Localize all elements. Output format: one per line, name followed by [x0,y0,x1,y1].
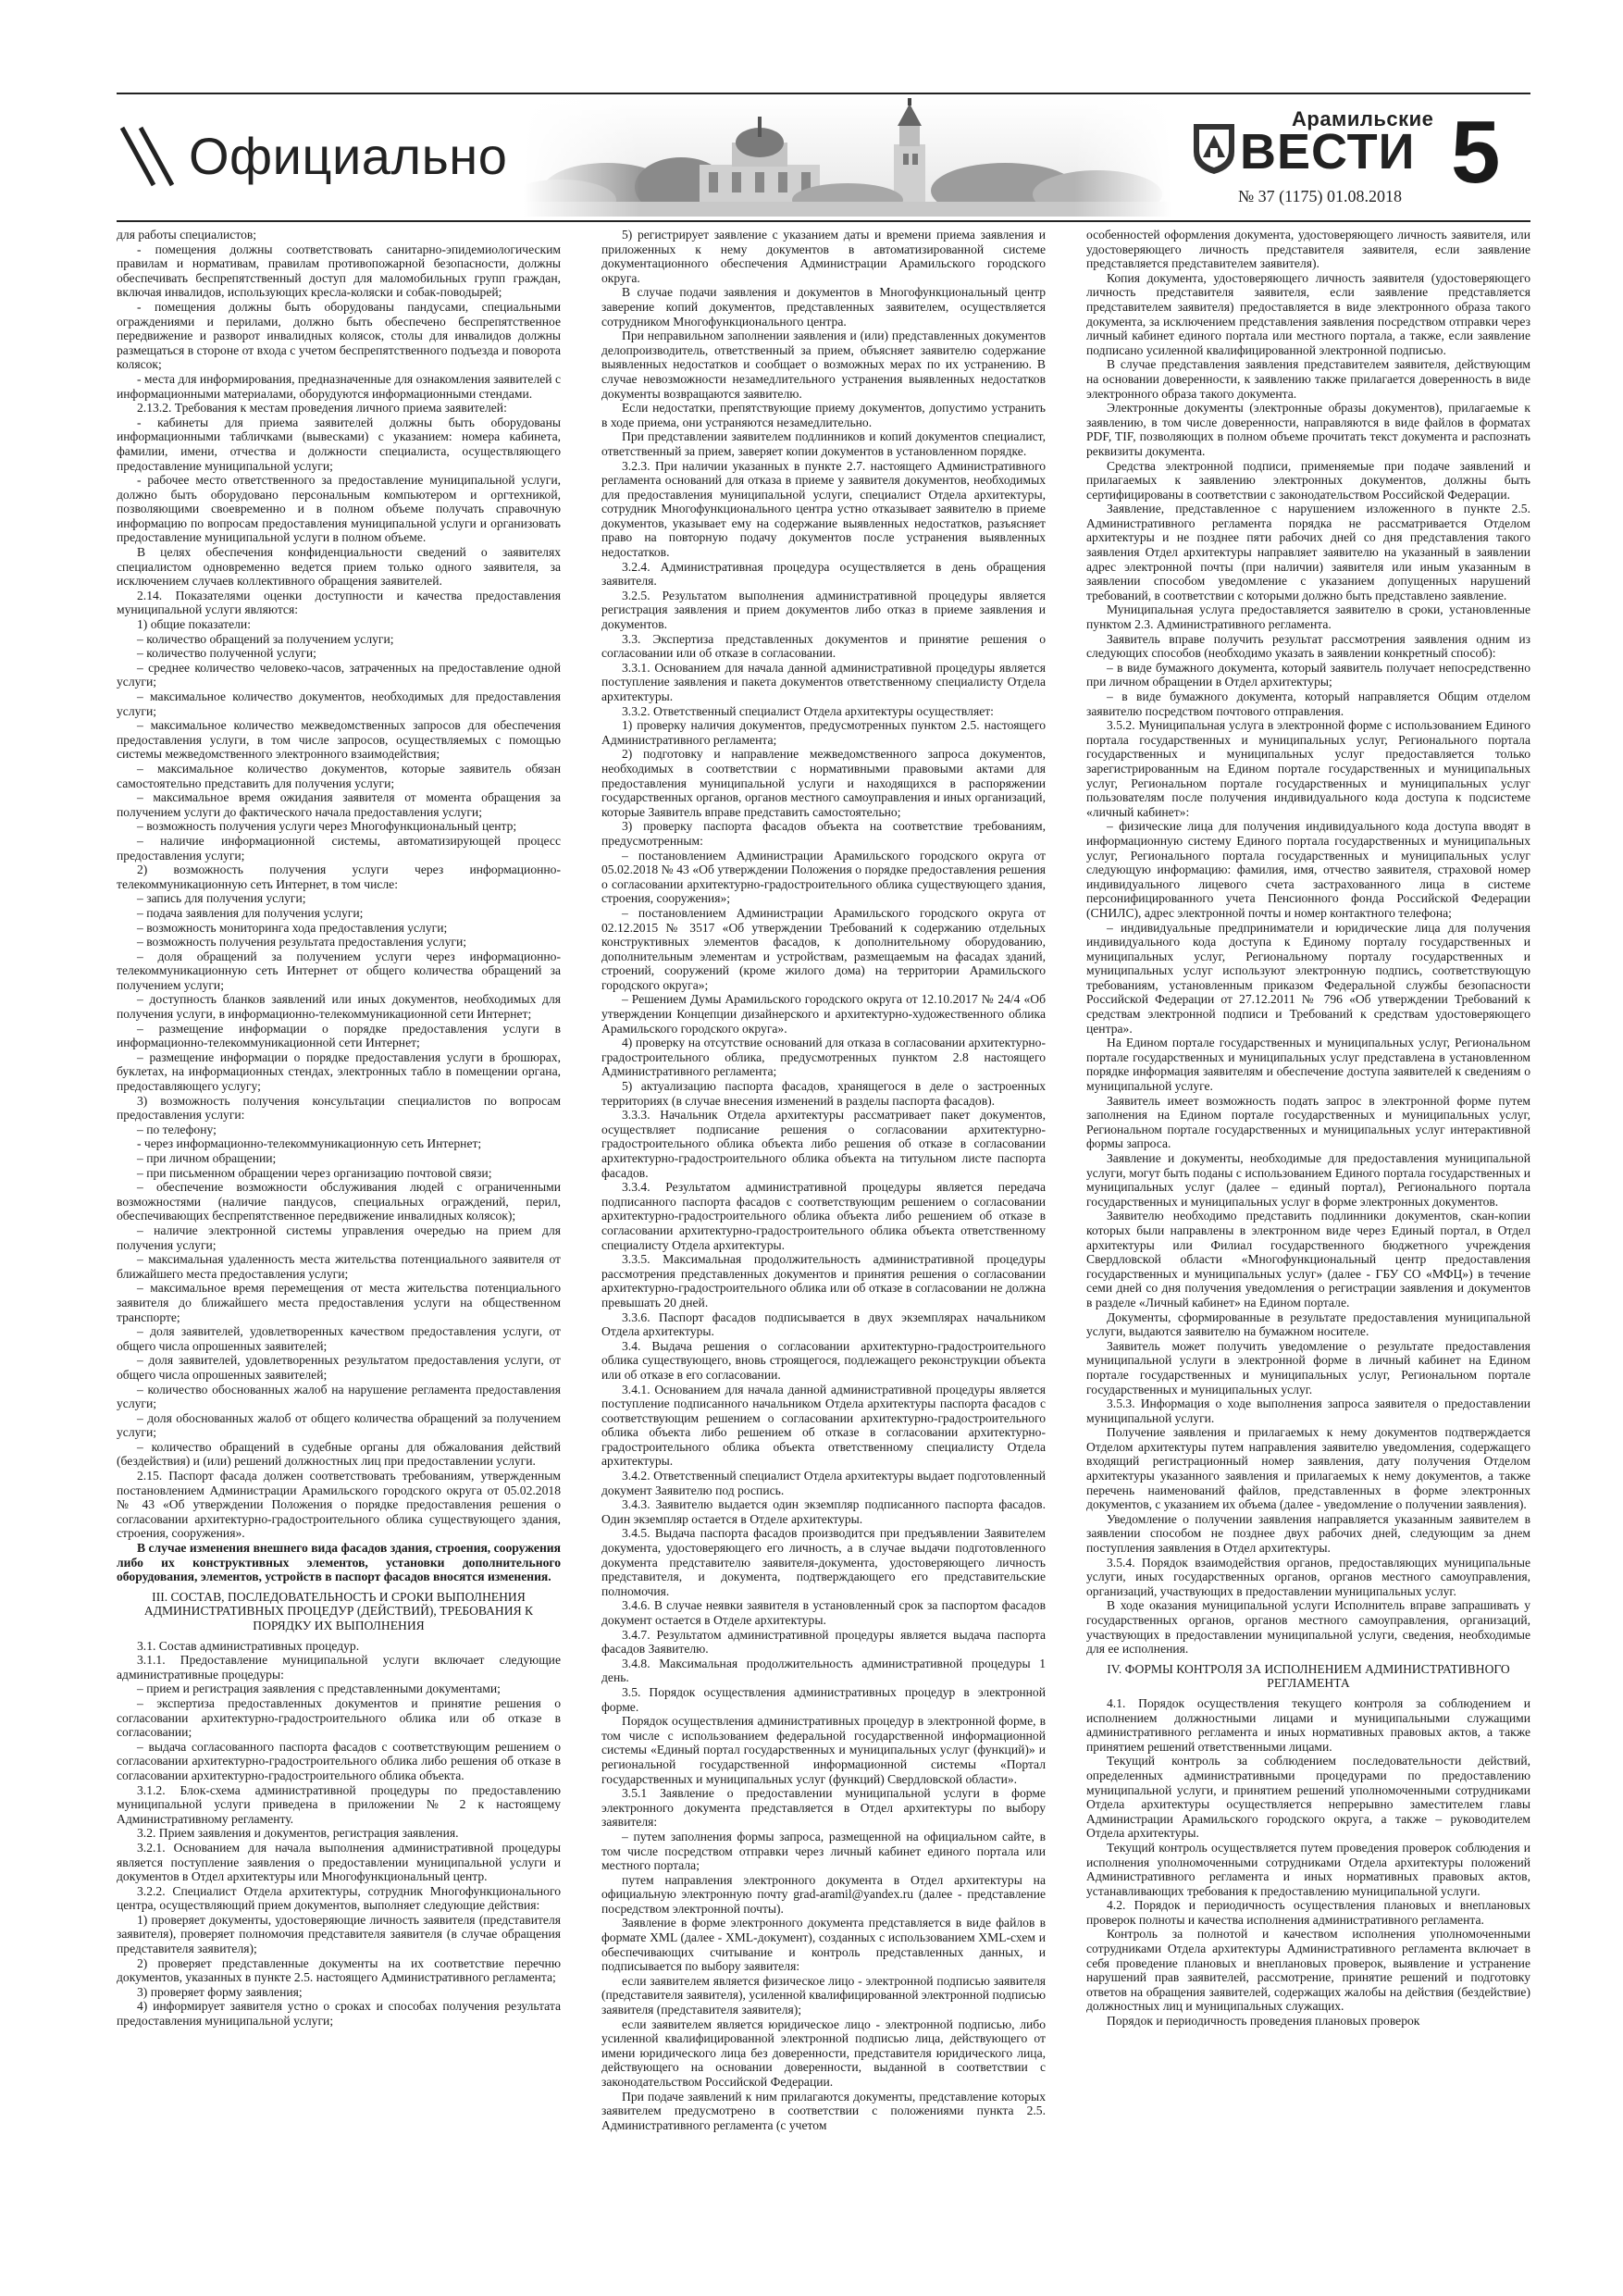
paragraph: 3.3.6. Паспорт фасадов подписывается в двух экземплярах начальником Отдела архитектуры. [601,1309,1046,1339]
paragraph: – доля заявителей, удовлетворенных качеством предоставления услуги, от общего числа опрошенных заявителей; [117,1324,561,1353]
paragraph: – максимальное количество межведомственных запросов для обеспечения предоставления услуги, в том числе запросов, осуществляемых с помощью системы межведомственного электронного взаимодействия; [117,718,561,762]
paragraph: 3.2.2. Специалист Отдела архитектуры, сотрудник Многофункционального центра, осуществляющий прием документов, выполняет следующие действия: [117,1883,561,1913]
paragraph: – наличие информационной системы, автоматизирующей процесс предоставления услуги; [117,833,561,863]
article-columns [117,228,1530,2273]
paragraph: – доступность бланков заявлений или иных документов, необходимых для получения услуги, в информационно-телекоммуникационной сети Интернет; [117,992,561,1022]
paragraph: 3.4.1. Основанием для начала данной административной процедуры является поступление подписанного начальником Отдела архитектуры паспорта фасадов с соответствующим решением о согласовании архитектурно-градостроительного облика объекта либо решением об отказе в согласовании архитектурно-градостроительного облика объекта ответственному специалисту Отдела архитектуры. [601,1382,1046,1469]
paragraph: – количество обращений за получением услуги; [137,631,394,646]
paragraph: 3.4.6. В случае неявки заявителя в установленный срок за паспортом фасадов документ остается в Отделе архитектуры. [601,1598,1046,1627]
paragraph: 3.4.7. Результатом административной процедуры является выдача паспорта фасадов Заявителю. [601,1627,1046,1657]
paragraph: 3.3.4. Результатом административной процедуры является передача подписанного паспорта фасадов с соответствующим решением о согласовании архитектурно-градостроительного облика объекта либо решением об отказе в согласовании архитектурно-градостроительного облика объекта ответственному специалисту Отдела архитектуры. [601,1180,1046,1252]
paragraph: На Едином портале государственных и муниципальных услуг, Региональном портале государственных и муниципальных услуг представлена в установленном порядке информация заявителям и обеспечение доступа заявителей к сведениям о муниципальной услуге. [1086,1036,1530,1094]
town-crest-icon [1192,120,1236,176]
paragraph: 3.2.5. Результатом выполнения административной процедуры является регистрация заявления и прием документов либо отказ в приеме заявления и документов. [601,588,1046,632]
paragraph: – доля обоснованных жалоб от общего количества обращений за получением услуги; [117,1410,561,1440]
paragraph: 3.3.5. Максимальная продолжительность административной процедуры рассмотрения представленных документов и принятия решения о согласовании архитектурно-градостроительного облика или об отказе в согласовании не должна превышать 20 дней. [601,1252,1046,1309]
paragraph: Муниципальная услуга предоставляется заявителю в сроки, установленные пунктом 2.3. Административного регламента. [1086,602,1530,632]
section-title: Официально [189,127,508,185]
paragraph: – выдача согласованного паспорта фасадов с соответствующим решением о согласовании архитектурно-градостроительного облика либо решения об отказе в согласовании архитектурно-градостроительного облика объекта. [117,1739,561,1782]
paragraph: – по телефону; [137,1122,217,1136]
paragraph: 3.3.1. Основанием для начала данной административной процедуры является поступление заявления и пакета документов ответственному специалисту Отдела архитектуры. [601,660,1046,703]
newspaper-brand [1183,105,1432,217]
paragraph: 3.3.3. Начальник Отдела архитектуры рассматривает пакет документов, осуществляет подписание решения о согласовании архитектурно-градостроительного облика объекта либо решения об отказе в согласовании архитектурно-градостроительного облика объекта на титульном листе паспорта фасадов. [601,1108,1046,1180]
paragraph: При неправильном заполнении заявления и (или) представленных документов делопроизводитель, ответственный за прием, объясняет заявителю содержание выявленных недостатков и сообщает о возможных мерах по их устранению. В случае невозможности незамедлительного устранения выявленных недостатков документы возвращаются заявителю. [601,329,1046,401]
paragraph: – количество полученной услуги; [137,646,316,661]
text-column-3 [1086,228,1530,2264]
paragraph: 4) проверку на отсутствие оснований для отказа в согласовании архитектурно-градостроительного облика, предусмотренных пунктом 2.8 настоящего Административного регламента; [601,1036,1046,1079]
text-column-1 [117,228,561,2264]
paragraph: – обеспечение возможности обслуживания людей с ограниченными возможностями (наличие пандусов, специальных ограждений, перил, обеспечивающих беспрепятственное передвижение инвалидных колясок); [117,1180,561,1223]
paragraph: 2) возможность получения услуги через информационно-телекоммуникационную сеть Интернет, в том числе: [117,863,561,891]
paragraph: В случае представления заявления представителем заявителя, действующим на основании доверенности, к заявлению также прилагается доверенность в виде электронного образа такого документа. [1086,357,1530,401]
paragraph: – возможность получения услуги через Многофункциональный центр; [137,819,517,834]
paragraph: Копия документа, удостоверяющего личность заявителя (удостоверяющего личность представителя заявителя, если заявление представляется представителем заявителя) предоставляется в виде электронного образа такого документа, за исключением представления заявления посредством отправки через личный кабинет единого портала или местного портала, а также, если заявление подписано усиленной квалифицированной электронной подписью. [1086,270,1530,357]
paragraph: 2.13.2. Требования к местам проведения личного приема заявителей: [137,401,507,416]
paragraph: Порядок и периодичность проведения плановых проверок [1107,2014,1420,2029]
paragraph: 3) возможность получения консультации специалистов по вопросам предоставления услуги: [117,1093,561,1123]
paragraph: – доля заявителей, удовлетворенных результатом предоставления услуги, от общего числа опрошенных заявителей; [117,1353,561,1382]
paragraph: 1) общие показатели: [137,617,251,632]
paragraph: Заявитель имеет возможность подать запрос в электронной форме путем заполнения на Едином портале государственных и муниципальных услуг, Региональном портале государственных и муниципальных услуг интерактивной формы запроса. [1086,1093,1530,1151]
paragraph: – в виде бумажного документа, который заявитель получает непосредственно при личном обращении в Отдел архитектуры; [1086,660,1530,689]
issue-number-date: № 37 (1175) 01.08.2018 [1238,187,1402,205]
paragraph: 3.2.4. Административная процедура осуществляется в день обращения заявителя. [601,559,1046,589]
paragraph: особенностей оформления документа, удостоверяющего личность заявителя, или удостоверяющего личность представителя заявителя, если заявление представляется представителем заявителя). [1086,228,1530,271]
paragraph: – постановлением Администрации Арамильского городского округа от 05.02.2018 № 43 «Об утверждении Положения о порядке предоставления решения о согласовании архитектурно-градостроительного облика существующего здания, строения, сооружения»; [601,848,1046,906]
paragraph: Заявителю необходимо представить подлинники документов, скан-копии которых были направлены в электронном виде через Единый портал, в Отдел архитектуры или Филиал государственного бюджетного учреждения Свердловской области «Многофункциональный центр предоставления государственных и муниципальных услуг» (далее - ГБУ СО «МФЦ») в течение семи дней со дня получения уведомления о регистрации заявления и документов в разделе «Личный кабинет» на Едином портале. [1086,1209,1530,1309]
paragraph: 3.2.3. При наличии указанных в пункте 2.7. настоящего Административного регламента оснований для отказа в приеме у заявителя документов, необходимых для предоставления муниципальной услуги, специалист Отдела архитектуры, сотрудник Многофункционального центра устно отказывает заявителю в приеме документов, указывает ему на содержание выявленных недостатков, разъясняет право на повторную подачу документов после устранения выявленных недостатков. [601,458,1046,560]
paragraph: В целях обеспечения конфиденциальности сведений о заявителях специалистом одновременно ведется прием только одного заявителя, за исключением случаев коллективного обращения заявителей. [117,545,561,589]
paragraph: - через информационно-телекоммуникационную сеть Интернет; [137,1136,482,1151]
paragraph: При подаче заявлений к ним прилагаются документы, представление которых заявителем предусмотрено в соответствии с положениями пункта 2.5. Административного регламента (с учетом [601,2089,1046,2132]
paragraph: 4.1. Порядок осуществления текущего контроля за соблюдением и исполнением должностными лицами и муниципальными служащими административного регламента и иных нормативных правовых актов, а также принятием решений ответственными лицами. [1086,1695,1530,1754]
paragraph: – в виде бумажного документа, который направляется Общим отделом заявителю посредством почтового отправления. [1086,689,1530,718]
paragraph: 3.1.1. Предоставление муниципальной услуги включает следующие административные процедуры: [117,1653,561,1682]
paragraph: 2) проверяет представленные документы на их соответствие перечню документов, указанных в пункте 2.5. настоящего Административного регламента; [117,1955,561,1985]
paragraph: – индивидуальные предприниматели и юридические лица для получения индивидуального кода доступа к Единому порталу государственных и муниципальных услуг, Региональному порталу государственных и муниципальных услуг используют электронную подпись, соответствующую требованиям, установленным приказом Федеральной службы безопасности Российской Федерации от 27.12.2011 № 796 «Об утверждении Требований к средствам электронной подписи и Требований к средствам удостоверяющего центра». [1086,920,1530,1036]
paragraph: - рабочее место ответственного за предоставление муниципальной услуги, должно быть оборудовано персональным компьютером и оргтехникой, позволяющими своевременно и в полном объеме получать справочную информацию по вопросам предоставления муниципальной услуги и организовать предоставление муниципальной услуги в полном объеме. [117,473,561,545]
header-top-rule [117,93,1530,94]
paragraph: 3.3.2. Ответственный специалист Отдела архитектуры осуществляет: [622,703,994,718]
paragraph: – возможность получения результата предоставления услуги; [137,935,466,949]
paragraph: – максимальное время перемещения от места жительства потенциального заявителя до ближайшего места предоставления услуги на общественном транспорте; [117,1281,561,1324]
paragraph: 2.14. Показателями оценки доступности и качества предоставления муниципальной услуги являются: [117,588,561,617]
paragraph: – наличие электронной системы управления очередью на прием для получения услуги; [117,1222,561,1252]
paragraph: – физические лица для получения индивидуального кода доступа вводят в информационную систему Единого портала государственных и муниципальных услуг, Регионального портала государственных и муниципальных услуг следующую информацию: фамилия, имя, отчество заявителя, страховой номер индивидуального лицевого счета застрахованного лица в системе персонифицированного учета Пенсионного фонда Российской Федерации (СНИЛС), адрес электронной почты и номер контактного телефона; [1086,819,1530,920]
paragraph: 3.5. Порядок осуществления административных процедур в электронной форме. [601,1684,1046,1714]
paragraph: Заявитель вправе получить результат рассмотрения заявления одним из следующих способов (необходимо указать в заявлении конкретный способ): [1086,631,1530,661]
paragraph: – при личном обращении; [137,1151,277,1165]
paragraph: – подача заявления для получения услуги; [137,905,364,920]
paragraph: 5) актуализацию паспорта фасадов, хранящегося в деле о застроенных территориях (в случае внесения изменений в разделы паспорта фасадов). [601,1079,1046,1108]
paragraph: 3.1.2. Блок-схема административной процедуры по предоставлению муниципальной услуги приведена в приложении № 2 к настоящему Административному регламенту. [117,1782,561,1826]
paragraph: если заявителем является юридическое лицо - электронной подписью, либо усиленной квалифицированной электронной подписью лица, действующего от имени юридического лица без доверенности, представителя юридического лица, действующего на основании доверенности, выданной в соответствии с законодательством Российской Федерации. [601,2017,1046,2089]
section-heading: IV. ФОРМЫ КОНТРОЛЯ ЗА ИСПОЛНЕНИЕМ АДМИНИСТРАТИВНОГО РЕГЛАМЕНТА [1107,1661,1510,1691]
paragraph: 3.5.2. Муниципальная услуга в электронной форме с использованием Единого портала государственных и муниципальных услуг, Регионального портала государственных и муниципальных услуг предоставляется только зарегистрированным на Едином портале государственных и муниципальных услуг, Региональном портале государственных и муниципальных услуг пользователям после получения индивидуального кода доступа к подсистеме «личный кабинет»: [1086,718,1530,819]
brand-top-text: Арамильские [1292,107,1434,130]
paragraph: 1) проверку наличия документов, предусмотренных пунктом 2.5. настоящего Административного регламента; [601,718,1046,747]
paragraph: В случае изменения внешнего вида фасадов здания, строения, сооружения либо их конструктивных элементов, установки дополнительного оборудования, элементов, устройств в паспорт фасадов вносятся изменения. [117,1541,561,1584]
page-header [117,93,1530,222]
paragraph: - помещения должны быть оборудованы пандусами, специальными ограждениями и перилами, должно быть обеспечено беспрепятственное передвижение и разворот инвалидных колясок, столы для инвалидов должны размещаться в стороне от входа с учетом беспрепятственного подъезда и поворота колясок; [117,299,561,372]
paragraph: Средства электронной подписи, применяемые при подаче заявлений и прилагаемых к заявлению электронных документов, должны быть сертифицированы в соответствии с законодательством Российской Федерации. [1086,458,1530,502]
section-heading: III. СОСТАВ, ПОСЛЕДОВАТЕЛЬНОСТЬ И СРОКИ ВЫПОЛНЕНИЯ АДМИНИСТРАТИВНЫХ ПРОЦЕДУР (ДЕЙСТВИЙ), ТРЕБОВАНИЯ К ПОРЯДКУ ИХ ВЫПОЛНЕНИЯ [143,1589,534,1632]
paragraph: - кабинеты для приема заявителей должны быть оборудованы информационными табличками (вывесками) с указанием: номера кабинета, фамилии, имени, отчества и должности специалиста, осуществляющего предоставление муниципальной услуги; [117,415,561,473]
paragraph: 3.4.2. Ответственный специалист Отдела архитектуры выдает подготовленный документ Заявителю под роспись. [601,1469,1046,1497]
paragraph: 3.2.1. Основанием для начала выполнения административной процедуры является поступление заявления о предоставлении муниципальной услуги и документов в Отдел архитектуры или Многофункциональный центр. [117,1840,561,1884]
paragraph: При представлении заявителем подлинников и копий документов специалист, ответственный за прием, заверяет копии документов в установленном порядке. [601,429,1046,458]
paragraph: 3.2. Прием заявления и документов, регистрация заявления. [137,1826,459,1841]
paragraph: – экспертиза предоставленных документов и принятие решения о согласовании архитектурно-градостроительного облика или об отказе в согласовании; [117,1695,561,1740]
paragraph: Уведомление о получении заявления направляется указанным заявителем в заявлении способом не позднее двух рабочих дней, следующим за днем поступления заявления в Отдел архитектуры. [1086,1511,1530,1556]
paragraph: – максимальное количество документов, необходимых для предоставления услуги; [117,689,561,718]
paragraph: если заявителем является физическое лицо - электронной подписью заявителя (представителя заявителя), усиленной квалифицированной электронной подписью заявителя (представителя заявителя); [601,1973,1046,2017]
paragraph: путем направления электронного документа в Отдел архитектуры на официальную электронную почту grad-aramil@yandex.ru (далее - представление посредством электронной почты). [601,1872,1046,1916]
paragraph: – размещение информации о порядке предоставления услуги в брошюрах, буклетах, на информационных стендах, электронных табло в помещении органа, предоставляющего услугу; [117,1049,561,1094]
paragraph: 3.4.3. Заявителю выдается один экземпляр подписанного паспорта фасадов. Один экземпляр остается в Отделе архитектуры. [601,1497,1046,1526]
paragraph: 3.4.5. Выдача паспорта фасадов производится при предъявлении Заявителем документа, удостоверяющего его личность, а в случае выдачи подготовленного документа представителю заявителя-документа, удостоверяющего личность представителя, и документа, подтверждающего его представительские полномочия. [601,1526,1046,1598]
text-column-2 [601,228,1046,2264]
paragraph: Получение заявления и прилагаемых к нему документов подтверждается Отделом архитектуры путем направления заявителю уведомления, содержащего входящий регистрационный номер заявления, дату получения Отделом архитектуры указанного заявления и прилагаемых к нему документов, а также перечень наименований файлов, представленных в форме электронных документов, с указанием их объема (далее - уведомление о получении заявления). [1086,1425,1530,1512]
paragraph: для работы специалистов; [117,228,257,242]
paragraph: Порядок осуществления административных процедур в электронной форме, в том числе с использованием федеральной государственной информационной системы «Единый портал государственных и муниципальных услуг (функций)» и региональной государственной информационной системы «Портал государственных и муниципальных услуг (функций) Свердловской области». [601,1714,1046,1786]
paragraph: 4) информирует заявителя устно о сроках и способах получения результата предоставления муниципальной услуги; [117,1999,561,2029]
paragraph: – возможность мониторинга хода предоставления услуги; [137,920,448,935]
paragraph: 4.2. Порядок и периодичность осуществления плановых и внеплановых проверок полноты и качества исполнения административного регламента. [1086,1898,1530,1927]
paragraph: – прием и регистрация заявления с представленными документами; [137,1682,501,1696]
paragraph: – при письменном обращении через организацию почтовой связи; [137,1165,492,1180]
paragraph: – максимальная удаленность места жительства потенциального заявителя от ближайшего места предоставления услуги; [117,1252,561,1281]
paragraph: Заявитель может получить уведомление о результате предоставления муниципальной услуги в электронной форме в личный кабинет на Едином портале государственных и муниципальных услуг, Региональном портале государственных и муниципальных услуг. [1086,1338,1530,1396]
paragraph: 3.5.4. Порядок взаимодействия органов, предоставляющих муниципальные услуги, иных государственных органов, органов местного самоуправления, организаций, участвующих в предоставлении муниципальных услуг. [1086,1555,1530,1598]
paragraph: – запись для получения услуги; [137,891,306,906]
paragraph: - места для информирования, предназначенные для ознакомления заявителей с информационными материалами, оборудуются информационными стендами. [117,371,561,401]
paragraph: 1) проверяет документы, удостоверяющие личность заявителя (представителя заявителя), проверяет полномочия представителя заявителя (в случае обращения представителя заявителя); [117,1912,561,1956]
paragraph: 3) проверку паспорта фасадов объекта на соответствие требованиям, предусмотренным: [601,819,1046,848]
paragraph: 3.5.1 Заявление о предоставлении муниципальной услуги в форме электронного документа представляется в Отдел архитектуры по выбору заявителя: [601,1786,1046,1830]
paragraph: Документы, сформированные в результате предоставления муниципальной услуги, выдаются заявителю на бумажном носителе. [1086,1309,1530,1339]
paragraph: Текущий контроль за соблюдением последовательности действий, определенных административными процедурами по предоставлению муниципальной услуги, и принятием решений уполномоченными сотрудниками Отдела архитектуры осуществляется непрерывно заместителем главы Администрации Арамильского городского округа, а также – руководителем Отдела архитектуры. [1086,1754,1530,1841]
paragraph: Заявление, представленное с нарушением изложенного в пункте 2.5. Административного регламента порядка не рассматривается Отделом архитектуры и не позднее пяти рабочих дней со дня представления такого заявления Отдел архитектуры направляет заявителю на указанный в заявлении адрес электронной почты (при наличии) заявителя или иным указанным в заявлении способом уведомление с указанием допущенных нарушений требований, в соответствии с которыми должно быть представлено заявление. [1086,502,1530,602]
paragraph: 3.4. Выдача решения о согласовании архитектурно-градостроительного облика существующего, вновь строящегося, подлежащего реконструкции объекта или об отказе в его согласовании. [601,1338,1046,1382]
paragraph: 5) регистрирует заявление с указанием даты и времени приема заявления и приложенных к нему документов в автоматизированной системе документационного обеспечения Администрации Арамильского городского округа. [601,228,1046,285]
paragraph: – Решением Думы Арамильского городского округа от 12.10.2017 № 24/4 «Об утверждении Концепции дизайнерского и архитектурно-художественного облика Арамильского городского округа». [601,992,1046,1036]
header-bottom-rule [117,220,1530,222]
paragraph: – максимальное время ожидания заявителя от момента обращения за получением услуги до фактического начала предоставления услуги; [117,790,561,819]
paragraph: Электронные документы (электронные образы документов), прилагаемые к заявлению, в том числе доверенности, направляются в виде файлов в форматах PDF, TIF, позволяющих в полном объеме прочитать текст документа и распознать реквизиты документа. [1086,401,1530,458]
paragraph: 3.1. Состав административных процедур. [137,1638,360,1653]
paragraph: 2) подготовку и направление межведомственного запроса документов, необходимых в соответствии с нормативными правовыми актами для предоставления муниципальной услуги и находящихся в распоряжении государственных органов, органов местного самоуправления и иных организаций, которые Заявитель вправе представить самостоятельно; [601,747,1046,819]
paragraph: – размещение информации о порядке предоставления услуги в информационно-телекоммуникационной сети Интернет; [117,1021,561,1050]
paragraph: - помещения должны соответствовать санитарно-эпидемиологическим правилам и нормативам, правилам противопожарной безопасности, должны обеспечивать беспрепятственный доступ для маломобильных групп граждан, включая инвалидов, использующих кресла-коляски и собак-поводырей; [117,242,561,300]
paragraph: – максимальное количество документов, которые заявитель обязан самостоятельно представить для получения услуги; [117,761,561,790]
paragraph: – количество обращений в судебные органы для обжалования действий (бездействия) и (или) решений должностных лиц при предоставлении услуги. [117,1439,561,1469]
paragraph: Заявление в форме электронного документа представляется в виде файлов в формате XML (далее - XML-документ), созданных с использованием XML-схем и обеспечивающих считывание и контроль представленных данных, и подписывается по выбору заявителя: [601,1916,1046,1974]
paragraph: Заявление и документы, необходимые для предоставления муниципальной услуги, могут быть поданы с использованием Единого портала государственных и муниципальных услуг (далее – единый портал), Регионального портала государственных и муниципальных услуг в форме электронных документов. [1086,1151,1530,1209]
paragraph: 3) проверяет форму заявления; [137,1984,303,1999]
paragraph: Текущий контроль осуществляется путем проведения проверок соблюдения и исполнения уполномоченными сотрудниками Отдела архитектуры положений Административного регламента и иных нормативных правовых актов, устанавливающих требования к предоставлению муниципальной услуги. [1086,1840,1530,1898]
paragraph: – количество обоснованных жалоб на нарушение регламента предоставления услуги; [117,1382,561,1411]
paragraph: Если недостатки, препятствующие приему документов, допустимо устранить в ходе приема, они устраняются незамедлительно. [601,401,1046,429]
paragraph: Контроль за полнотой и качеством исполнения уполномоченными сотрудниками Отдела архитектуры Административного регламента включает в себя проведение плановых и внеплановых проверок, выявление и устранение нарушений прав заявителей, рассмотрение, принятие решений и подготовку ответов на обращения заявителей, содержащих жалобы на действия (бездействие) должностных лиц и муниципальных служащих. [1086,1927,1530,2014]
double-slash-icon [117,124,181,189]
paragraph: 3.5.3. Информация о ходе выполнения запроса заявителя о предоставлении муниципальной услуги. [1086,1396,1530,1425]
paragraph: 2.15. Паспорт фасада должен соответствовать требованиям, утвержденным постановлением Администрации Арамильского городского округа от 05.02.2018 № 43 «Об утверждении Положения о порядке предоставления решения о согласовании архитектурно-градостроительного облика существующего здания, строения, сооружения». [117,1469,561,1541]
paragraph: 3.4.8. Максимальная продолжительность административной процедуры 1 день. [601,1656,1046,1685]
brand-main-text: ВЕСТИ [1240,124,1416,180]
paragraph: – доля обращений за получением услуги через информационно-телекоммуникационную сеть Интернет от общего количества обращений за получением услуги; [117,949,561,992]
paragraph: В ходе оказания муниципальной услуги Исполнитель вправе запрашивать у государственных органов, органов местного самоуправления, организаций, участвующих в предоставлении муниципальной услуги, сведения, необходимые для ее исполнения. [1086,1598,1530,1657]
paragraph: – среднее количество человеко-часов, затраченных на предоставление одной услуги; [117,660,561,689]
paragraph: В случае подачи заявления и документов в Многофункциональный центр заверение копий документов, представленных заявителем, осуществляется сотрудником Многофункционального центра. [601,285,1046,329]
town-church-photo [524,98,1171,217]
page-number: 5 [1451,103,1501,202]
paragraph: – постановлением Администрации Арамильского городского округа от 02.12.2015 № 3517 «Об утверждении Требований к содержанию отдельных конструктивных элементов фасадов, к дополнительному оборудованию, дополнительным элементам и устройствам, размещаемым на фасадах зданий, строений, сооружений (кроме жилого дома) на территории Арамильского городского округа»; [601,905,1046,992]
paragraph: 3.3. Экспертиза представленных документов и принятие решения о согласовании или об отказе в согласовании. [601,631,1046,661]
paragraph: – путем заполнения формы запроса, размещенной на официальном сайте, в том числе посредством отправки через личный кабинет единого портала или местного портала; [601,1829,1046,1873]
